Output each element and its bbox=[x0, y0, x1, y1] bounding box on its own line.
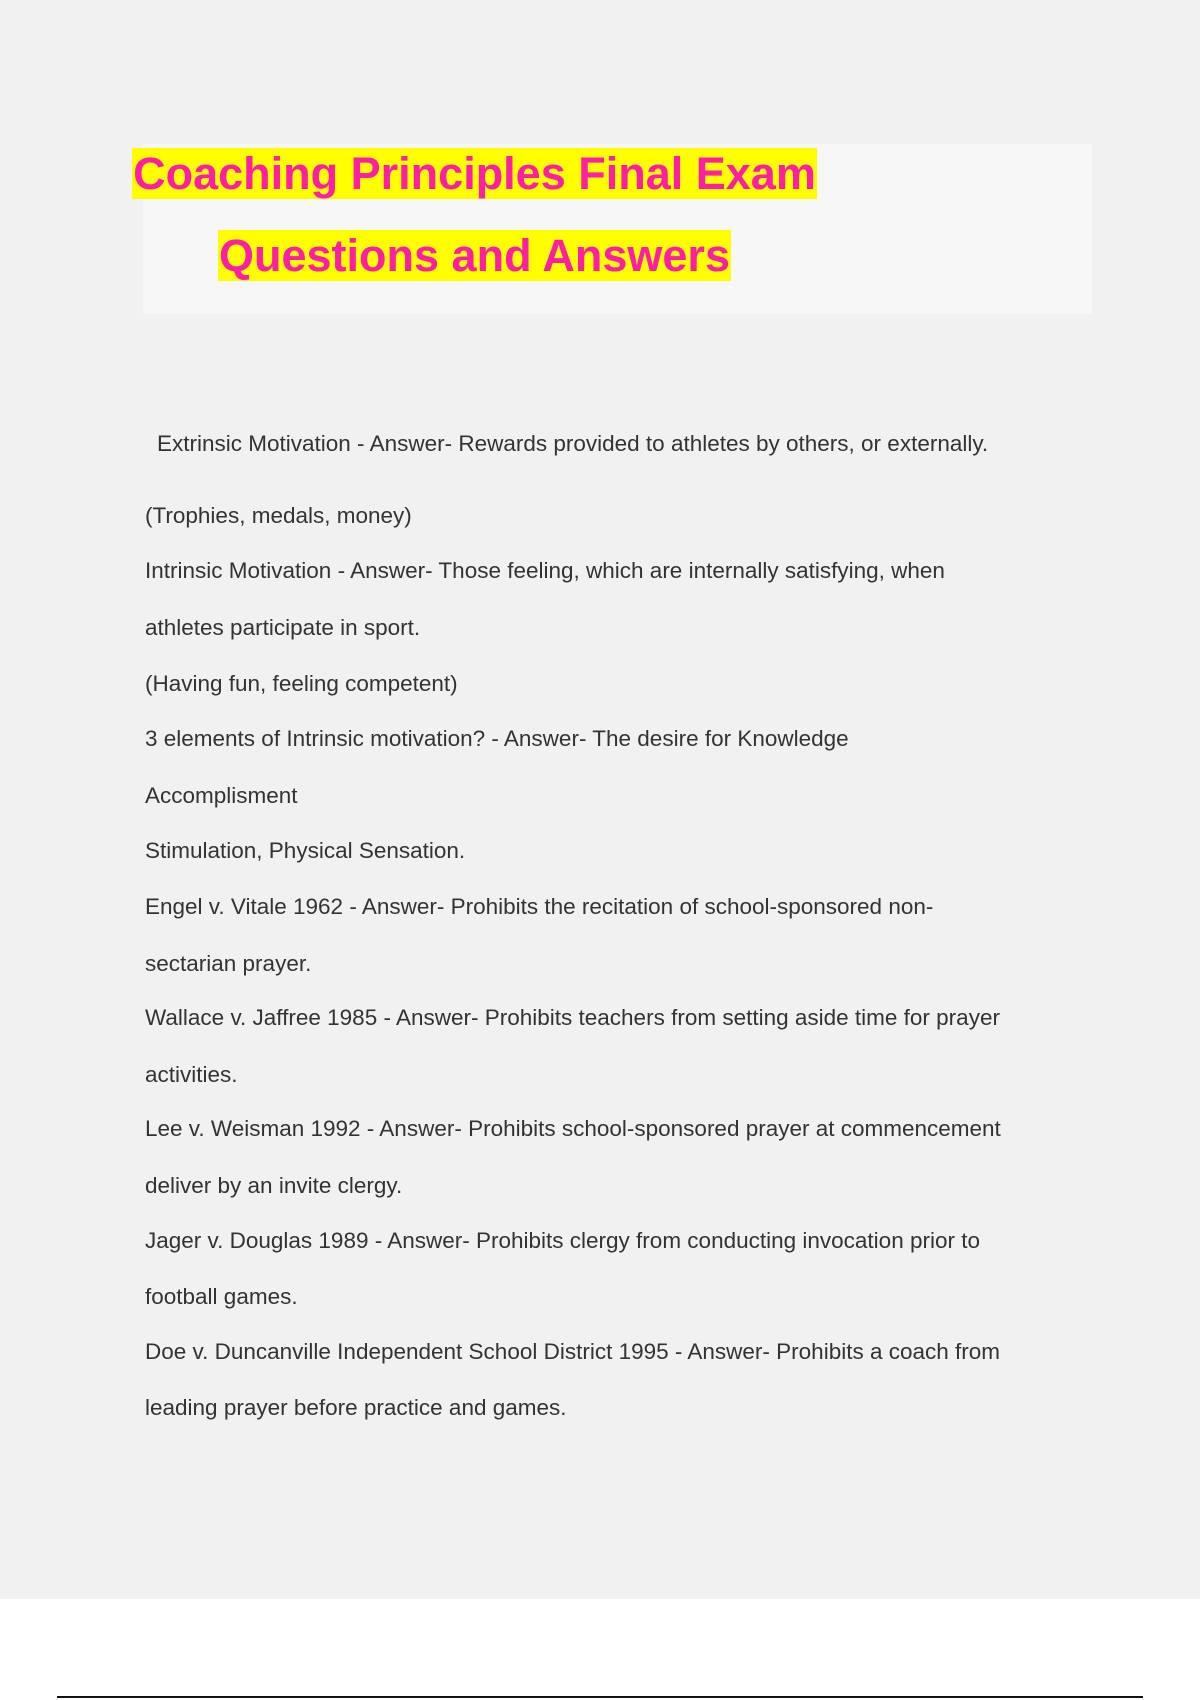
qa-line: Stimulation, Physical Sensation. bbox=[145, 838, 466, 863]
qa-line: 3 elements of Intrinsic motivation? - Answer- The desire for Knowledge bbox=[145, 726, 849, 751]
qa-line: Intrinsic Motivation - Answer- Those feeling, which are internally satisfying, when bbox=[145, 558, 945, 583]
document-title-line-2 bbox=[0, 228, 949, 284]
qa-line: Extrinsic Motivation - Answer- Rewards provided to athletes by others, or externally. bbox=[157, 431, 989, 456]
qa-line: (Trophies, medals, money) bbox=[145, 503, 412, 528]
qa-line: Engel v. Vitale 1962 - Answer- Prohibits the recitation of school-sponsored non- bbox=[145, 894, 934, 919]
qa-line: activities. bbox=[145, 1062, 238, 1087]
document-title-line-1 bbox=[0, 146, 949, 202]
qa-line: Jager v. Douglas 1989 - Answer- Prohibits clergy from conducting invocation prior to bbox=[145, 1228, 980, 1253]
qa-line: Doe v. Duncanville Independent School District 1995 - Answer- Prohibits a coach from bbox=[145, 1339, 1001, 1364]
title-highlight-2: Questions and Answers bbox=[219, 230, 730, 281]
qa-line: deliver by an invite clergy. bbox=[145, 1173, 403, 1198]
qa-line: sectarian prayer. bbox=[145, 951, 312, 976]
qa-line: Lee v. Weisman 1992 - Answer- Prohibits school-sponsored prayer at commencement bbox=[145, 1116, 1001, 1141]
footer-divider bbox=[57, 1696, 1143, 1698]
qa-line: football games. bbox=[145, 1284, 298, 1309]
qa-line: athletes participate in sport. bbox=[145, 615, 421, 640]
qa-line: leading prayer before practice and games. bbox=[145, 1395, 567, 1420]
qa-line: (Having fun, feeling competent) bbox=[145, 671, 458, 696]
qa-line: Accomplisment bbox=[145, 783, 298, 808]
title-highlight-1: Coaching Principles Final Exam bbox=[133, 148, 816, 199]
qa-line: Wallace v. Jaffree 1985 - Answer- Prohibits teachers from setting aside time for prayer bbox=[145, 1005, 1000, 1030]
